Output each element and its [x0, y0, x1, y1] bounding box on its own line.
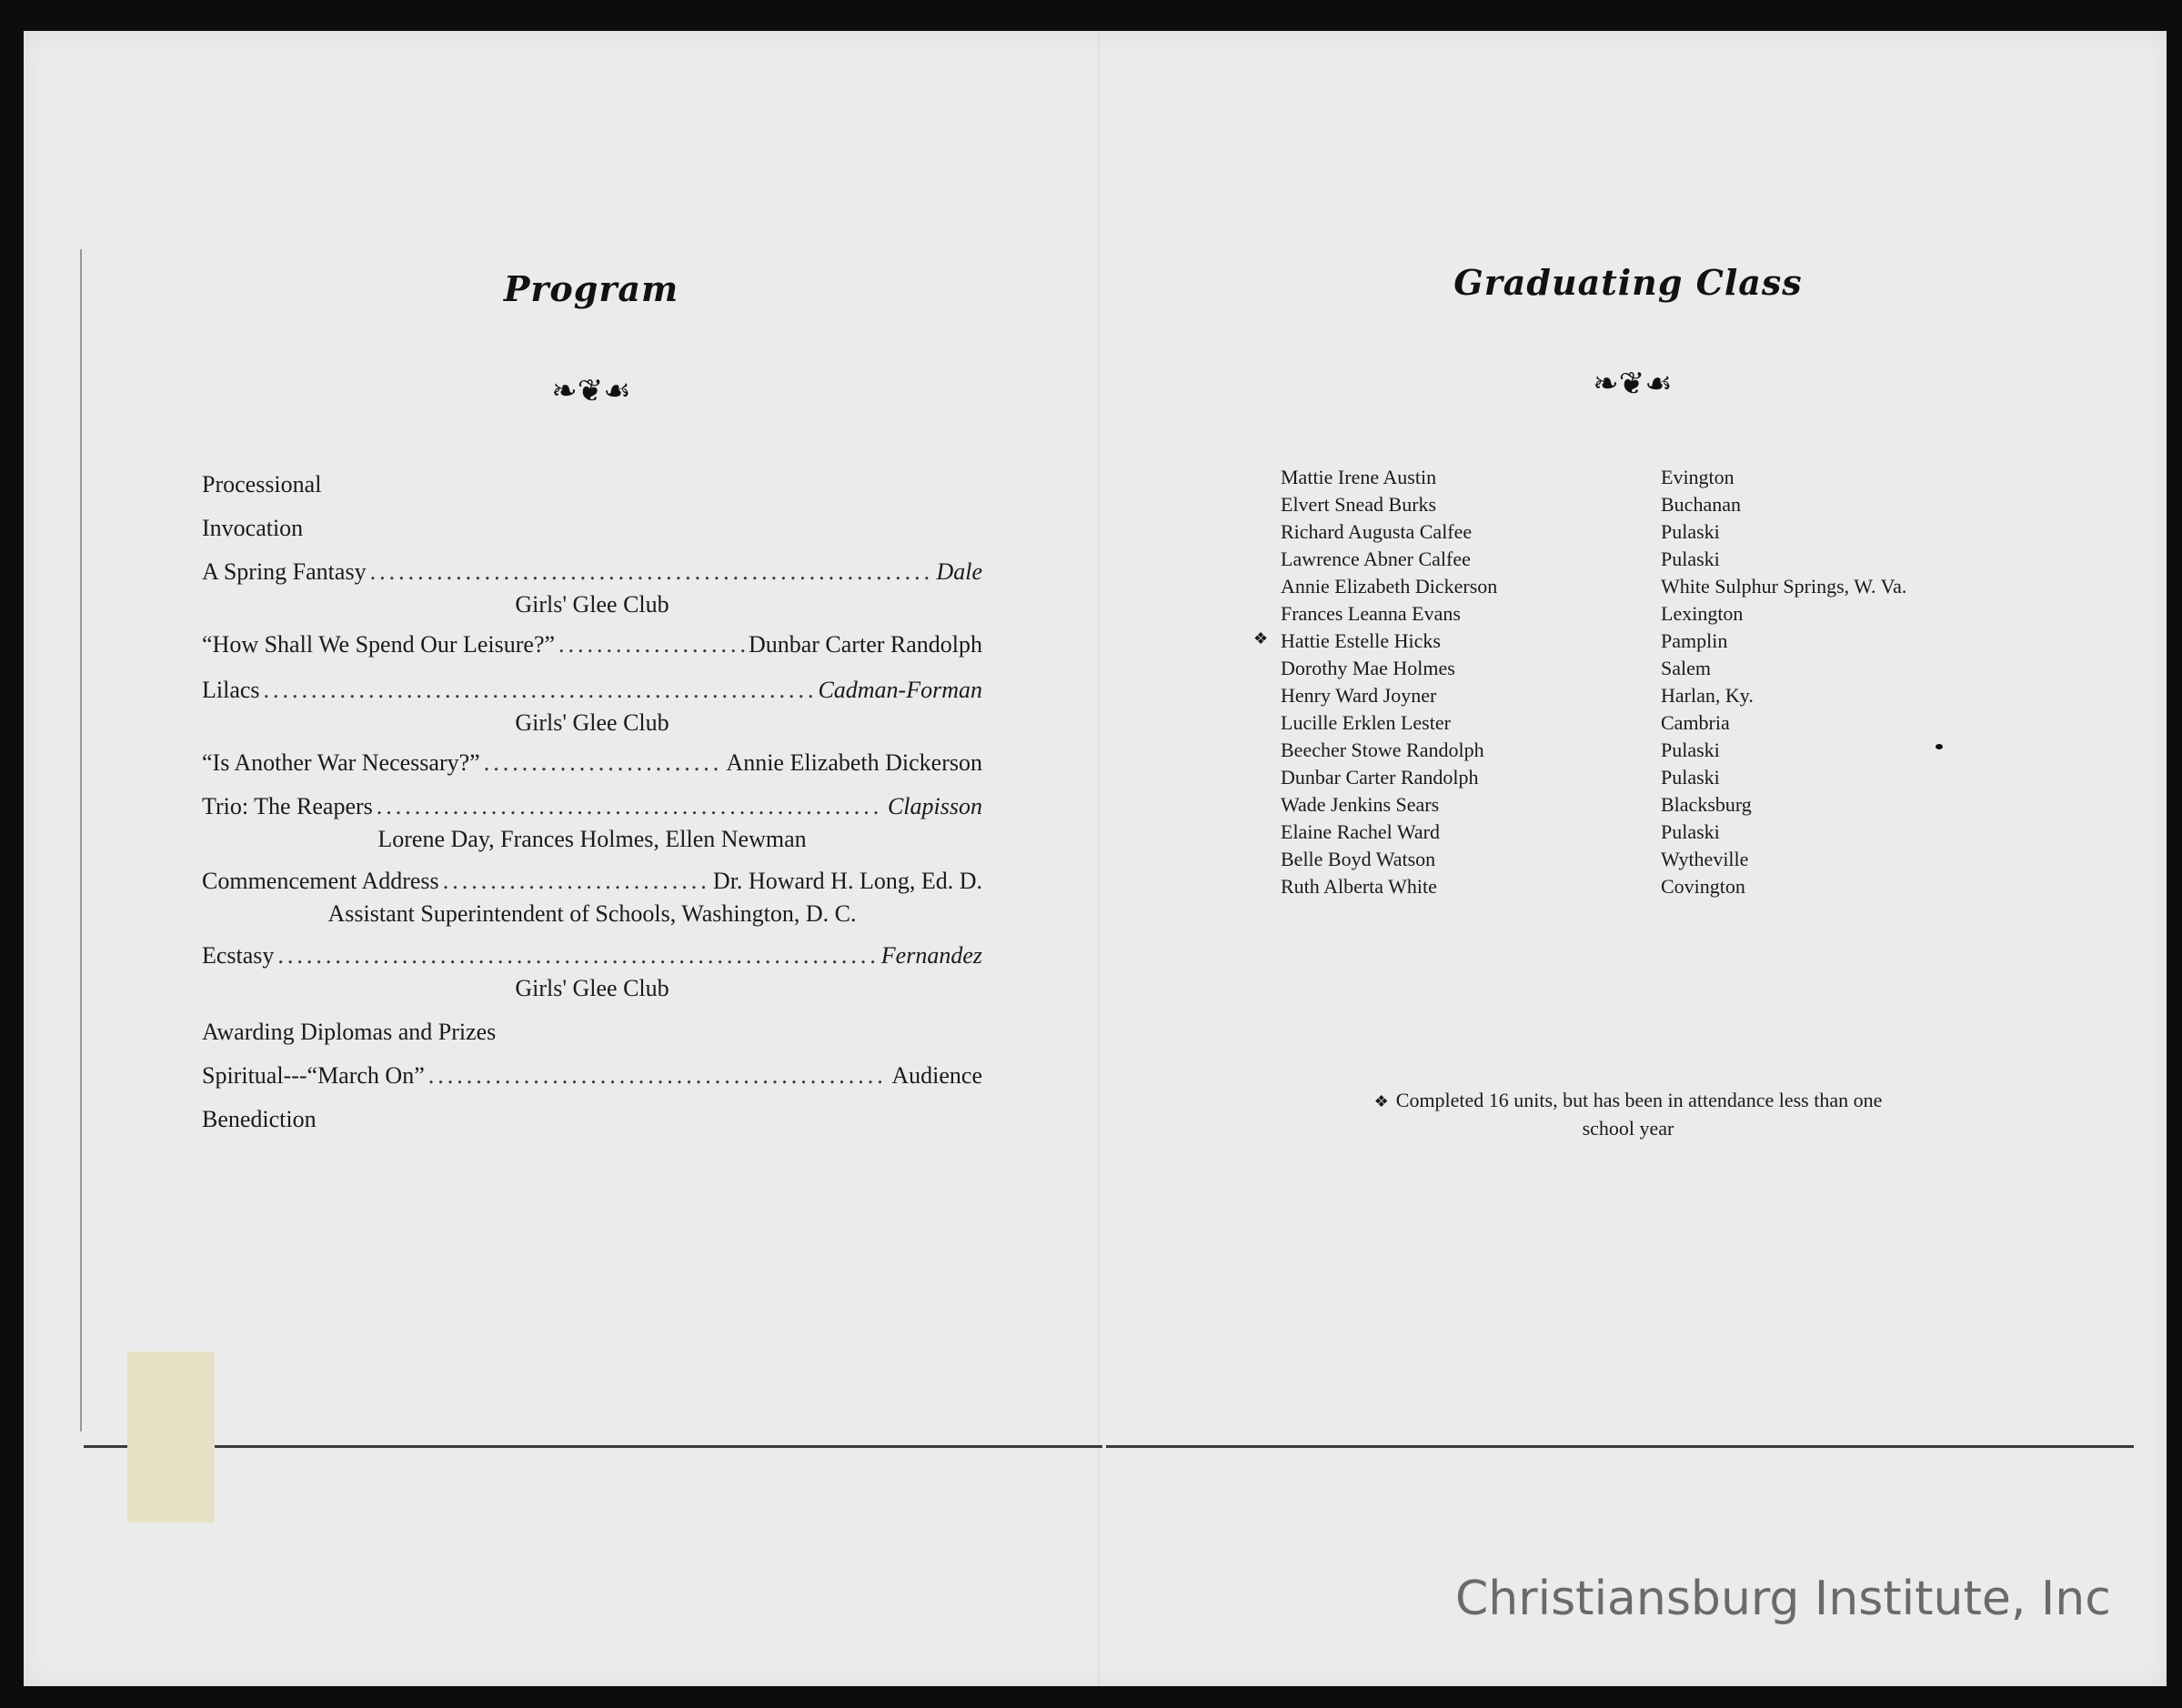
graduate-town: Cambria	[1661, 711, 1730, 734]
program-item	[202, 1062, 982, 1093]
program-item	[202, 1019, 982, 1050]
program-item-performer: Dunbar Carter Randolph	[748, 631, 982, 658]
program-item-sub: Assistant Superintendent of Schools, Washington, D. C.	[327, 900, 857, 927]
graduate-town: Covington	[1661, 875, 1745, 898]
graduate-town: Blacksburg	[1661, 793, 1752, 816]
watermark: Christiansburg Institute, Inc	[1455, 1572, 2111, 1626]
graduate-town: Pulaski	[1661, 520, 1720, 543]
program-ornament: ❧❦☙	[551, 373, 631, 409]
program-item-performer: Audience	[891, 1062, 982, 1089]
footnote-line-1	[1301, 1087, 1956, 1115]
graduate-name: Hattie Estelle Hicks	[1281, 629, 1441, 652]
footnote-mark-icon: ❖	[1373, 1092, 1389, 1110]
program-item-sub: Girls' Glee Club	[515, 591, 669, 618]
graduate-town: Salem	[1661, 657, 1711, 679]
leader-dots	[264, 677, 815, 704]
graduate-town: Wytheville	[1661, 848, 1749, 870]
graduate-name: Richard Augusta Calfee	[1281, 520, 1473, 543]
graduate-name: Lucille Erklen Lester	[1281, 711, 1451, 734]
program-item-performer: Dale	[936, 558, 982, 585]
leader-dots	[377, 793, 884, 820]
leader-dots	[484, 749, 723, 777]
program-item	[202, 793, 982, 824]
program-item-sub: Girls' Glee Club	[515, 709, 669, 736]
program-item-label: Invocation	[202, 515, 304, 541]
graduating-class-heading: Graduating Class	[1453, 262, 1803, 303]
graduate-name: Lawrence Abner Calfee	[1281, 548, 1471, 570]
left-page-edge	[80, 249, 82, 1432]
graduate-name: Annie Elizabeth Dickerson	[1281, 575, 1498, 598]
program-item	[202, 868, 982, 899]
program-item	[202, 471, 982, 502]
program-item-performer: Annie Elizabeth Dickerson	[726, 749, 982, 776]
graduate-town: Pulaski	[1661, 548, 1720, 570]
program-item-label: Spiritual---“March On”	[202, 1062, 425, 1089]
graduate-town: Pulaski	[1661, 766, 1720, 789]
leader-dots	[558, 631, 745, 658]
fold-line	[1098, 31, 1100, 1686]
graduating-class-ornament: ❧❦☙	[1593, 366, 1673, 402]
program-item-performer: Dr. Howard H. Long, Ed. D.	[712, 868, 982, 894]
program-item-label: Ecstasy	[202, 942, 275, 969]
graduate-name: Belle Boyd Watson	[1281, 848, 1436, 870]
graduate-town: White Sulphur Springs, W. Va.	[1661, 575, 1907, 598]
graduate-name: Henry Ward Joyner	[1281, 684, 1437, 707]
footnote-text: Completed 16 units, but has been in attendance less than one	[1395, 1089, 1883, 1111]
graduate-name: Mattie Irene Austin	[1281, 466, 1437, 488]
program-item-performer: Clapisson	[887, 793, 982, 819]
program-item-label: “How Shall We Spend Our Leisure?”	[202, 631, 556, 658]
leader-dots	[277, 942, 877, 970]
footnote	[1301, 1087, 1956, 1142]
program-item-label: Lilacs	[202, 677, 260, 703]
program-item-label: Trio: The Reapers	[202, 793, 373, 819]
graduate-town: Harlan, Ky.	[1661, 684, 1754, 707]
graduate-town: Pamplin	[1661, 629, 1728, 652]
program-item	[202, 677, 982, 708]
graduate-town: Pulaski	[1661, 738, 1720, 761]
program-item	[202, 749, 982, 780]
program-item-sub: Girls' Glee Club	[515, 975, 669, 1001]
footnote-line-2: school year	[1582, 1117, 1674, 1140]
graduate-name: Ruth Alberta White	[1281, 875, 1437, 898]
program-item-label: Benediction	[202, 1106, 317, 1132]
program-item-performer: Cadman-Forman	[818, 677, 982, 703]
program-item	[202, 515, 982, 546]
program-item	[202, 1106, 982, 1137]
program-item-sub: Lorene Day, Frances Holmes, Ellen Newman	[377, 826, 807, 852]
graduate-town: Pulaski	[1661, 820, 1720, 843]
bottom-edge-left	[84, 1445, 1102, 1448]
program-item	[202, 942, 982, 973]
program-item	[202, 631, 982, 662]
graduate-town: Lexington	[1661, 602, 1744, 625]
program-item-performer: Fernandez	[880, 942, 982, 969]
graduate-name: Elvert Snead Burks	[1281, 493, 1437, 516]
leader-dots	[443, 868, 709, 895]
graduate-name: Dorothy Mae Holmes	[1281, 657, 1455, 679]
leader-dots	[370, 558, 933, 586]
program-item-label: Commencement Address	[202, 868, 439, 894]
graduate-town: Buchanan	[1661, 493, 1741, 516]
graduate-name: Elaine Rachel Ward	[1281, 820, 1440, 843]
bottom-edge-right	[1106, 1445, 2134, 1448]
program-item-label: “Is Another War Necessary?”	[202, 749, 480, 776]
graduate-name: Beecher Stowe Randolph	[1281, 738, 1484, 761]
program-item-label: A Spring Fantasy	[202, 558, 367, 585]
program-item	[202, 558, 982, 589]
graduate-name: Wade Jenkins Sears	[1281, 793, 1440, 816]
graduate-name: Dunbar Carter Randolph	[1281, 766, 1479, 789]
graduate-name: Frances Leanna Evans	[1281, 602, 1461, 625]
leader-dots	[428, 1062, 889, 1090]
graduate-town: Evington	[1661, 466, 1735, 488]
graduate-list	[1253, 466, 2008, 902]
program-item-label: Processional	[202, 471, 322, 497]
program-heading: Program	[503, 268, 679, 309]
program-item-label: Awarding Diplomas and Prizes	[202, 1019, 497, 1045]
footnote-mark-icon: ❖	[1253, 629, 1269, 648]
tape-stain	[127, 1351, 215, 1522]
